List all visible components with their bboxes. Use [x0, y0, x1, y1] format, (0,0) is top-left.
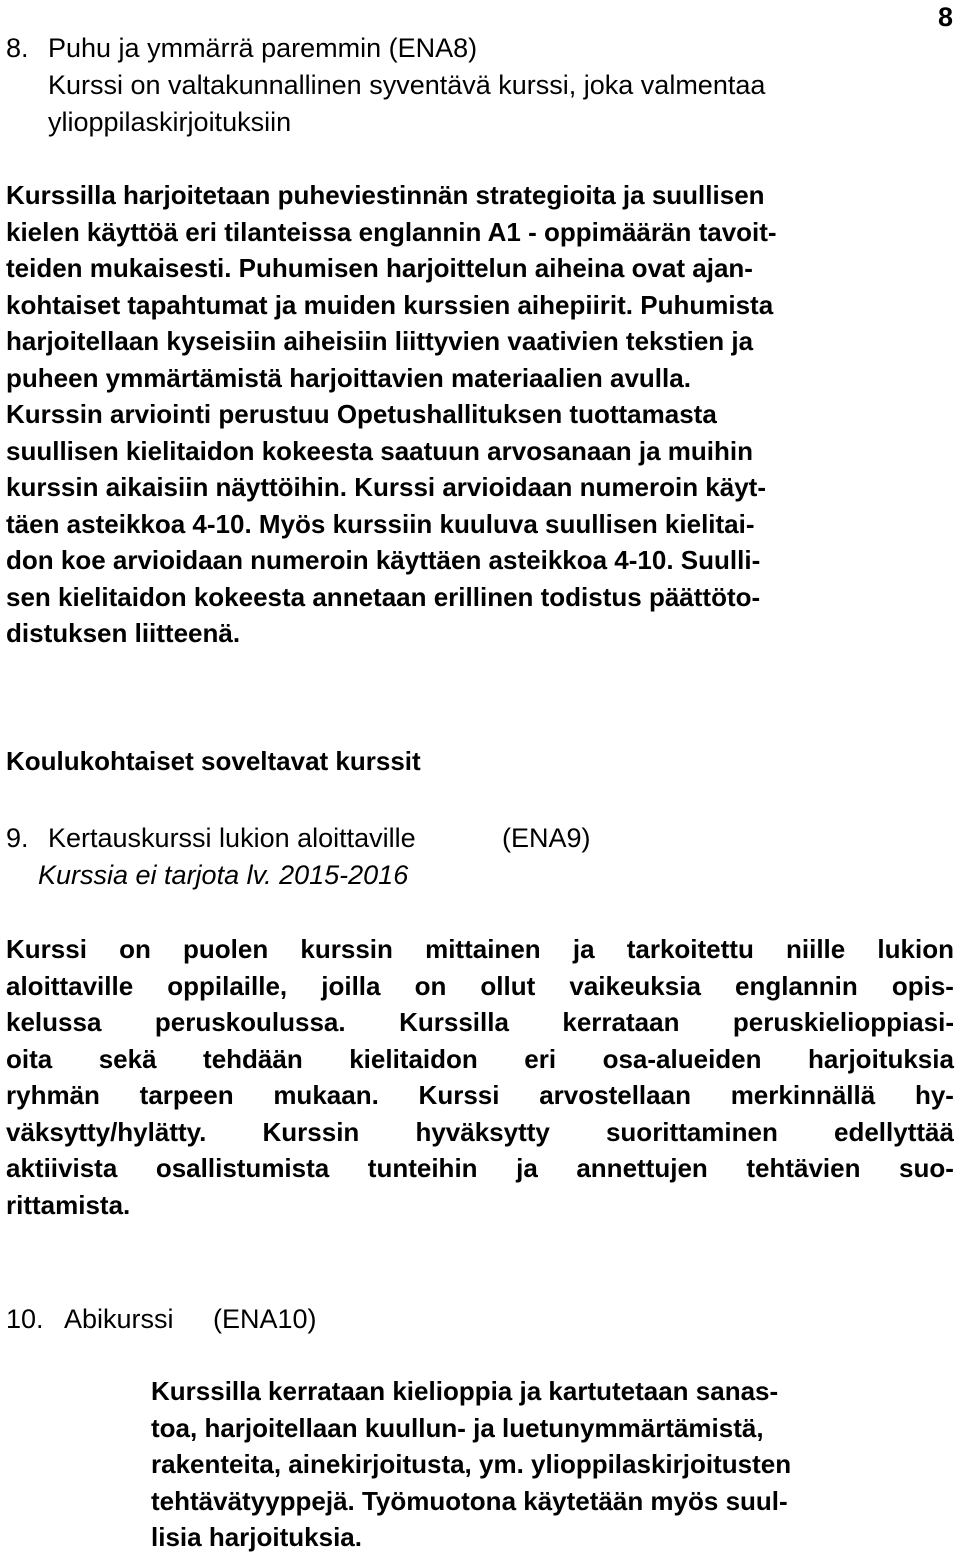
- course10-body-line: Kurssilla kerrataan kielioppia ja kartutetaan sanas-: [151, 1376, 779, 1406]
- course9-word: suorittaminen: [605, 1116, 778, 1147]
- course8-body-line: don koe arvioidaan numeroin käyttäen asteikkoa 4-10. Suulli-: [6, 545, 761, 575]
- course9-word: suo-: [899, 1153, 954, 1183]
- page-number: 8: [938, 2, 954, 32]
- course10-body: [151, 1373, 791, 1556]
- course10-body-line: tehtävätyyppejä. Työmuotona käytetään myös suul-: [151, 1485, 788, 1516]
- course9-word: hyväksytty: [415, 1116, 550, 1147]
- course9-word: Kurssi: [418, 1080, 500, 1110]
- course9-body-line: [6, 1187, 954, 1224]
- course9-word: edellyttää: [834, 1116, 954, 1147]
- course9-word: ollut: [480, 970, 536, 1001]
- course9-word: kelussa: [6, 1007, 102, 1037]
- course9-word: mukaan.: [273, 1080, 379, 1110]
- course8-body-line: puheen ymmärtämistä harjoittavien materiaalien avulla.: [6, 362, 691, 393]
- course8-subtitle-line: Kurssi on valtakunnallinen syventävä kurssi, joka valmentaa: [48, 70, 766, 100]
- course10-body-line: rakenteita, ainekirjoitusta, ym. ylioppilaskirjoitusten: [151, 1449, 792, 1479]
- course8-body-line: kohtaiset tapahtumat ja muiden kurssien aihepiirit. Puhumista: [6, 289, 774, 320]
- course9-word: oppilaille,: [167, 970, 288, 1001]
- course9-word: ja: [516, 1153, 538, 1183]
- course10-body-line: toa, harjoitellaan kuullun- ja luetunymmärtämistä,: [151, 1412, 764, 1443]
- course10-code: (ENA10): [213, 1304, 317, 1334]
- course9-word: harjoituksia: [808, 1043, 954, 1074]
- course9-body: [6, 931, 954, 1223]
- course9-body-line: [6, 1004, 954, 1041]
- course8-body-line: Kurssin arviointi perustuu Opetushallituksen tuottamasta: [6, 399, 717, 429]
- course10-title: Abikurssi: [64, 1304, 174, 1334]
- course9-code: (ENA9): [502, 823, 591, 853]
- course9-word: kurssin: [300, 934, 393, 964]
- course9-word: tunteihin: [367, 1153, 478, 1183]
- course9-word: merkinnällä: [730, 1080, 876, 1110]
- course9-word: väksytty/hylätty.: [6, 1116, 207, 1147]
- course9-body-text: rittamista.: [6, 1189, 131, 1220]
- course10-number: 10.: [6, 1304, 44, 1334]
- course9-body-line: [6, 1077, 954, 1114]
- course8-body-line: harjoitellaan kyseisiin aiheisiin liittyvien vaativien tekstien ja: [6, 326, 754, 356]
- course8-body-line: täen asteikkoa 4-10. Myös kurssiin kuuluva suullisen kielitai-: [6, 508, 755, 539]
- course9-body-line: [6, 1041, 954, 1078]
- course9-word: osa-alueiden: [602, 1043, 762, 1074]
- course8-subtitle-line: ylioppilaskirjoituksiin: [48, 107, 292, 137]
- course9-word: osallistumista: [155, 1153, 330, 1183]
- course9-word: tarkoitettu: [626, 934, 754, 964]
- course9-word: oita: [6, 1043, 53, 1074]
- course9-word: Kurssi: [6, 934, 87, 964]
- course9-body-line: [6, 931, 954, 968]
- course8-body-line: teiden mukaisesti. Puhumisen harjoittelun aiheina ovat ajan-: [6, 253, 753, 283]
- course9-word: ja: [572, 934, 595, 964]
- course9-word: on: [119, 934, 151, 964]
- course9-word: puolen: [183, 934, 269, 964]
- course9-word: tehdään: [203, 1043, 303, 1074]
- course8-body: [6, 177, 777, 652]
- course9-word: peruskoulussa.: [154, 1007, 346, 1037]
- course9-word: hy-: [914, 1080, 954, 1110]
- course9-word: kielitaidon: [349, 1043, 478, 1074]
- course8-body-line: kurssin aikaisiin näyttöihin. Kurssi arvioidaan numeroin käyt-: [6, 472, 766, 502]
- course9-word: joilla: [321, 970, 381, 1001]
- course9-word: arvostellaan: [539, 1080, 691, 1110]
- course9-word: englannin: [735, 970, 858, 1001]
- course8-body-line: distuksen liitteenä.: [6, 618, 241, 648]
- course9-word: lukion: [877, 934, 954, 964]
- course9-word: on: [414, 970, 447, 1001]
- course9-word: tehtävien: [746, 1153, 861, 1183]
- course9-word: eri: [524, 1043, 557, 1074]
- course9-word: aloittaville: [6, 970, 134, 1001]
- course9-word: mittainen: [425, 934, 541, 964]
- course9-word: aktiivista: [6, 1153, 118, 1183]
- course9-number: 9.: [6, 823, 29, 853]
- course9-note: Kurssia ei tarjota lv. 2015-2016: [38, 860, 409, 890]
- course8-body-line: Kurssilla harjoitetaan puheviestinnän strategioita ja suullisen: [6, 180, 765, 210]
- course10-body-line: lisia harjoituksia.: [151, 1522, 362, 1552]
- course8-title: Puhu ja ymmärrä paremmin (ENA8): [48, 33, 478, 63]
- course9-word: vaikeuksia: [569, 970, 701, 1001]
- course8-body-line: kielen käyttöä eri tilanteissa englannin A1 - oppimäärän tavoit-: [6, 216, 777, 247]
- course9-word: Kurssin: [262, 1116, 360, 1147]
- course9-title: Kertauskurssi lukion aloittaville: [48, 823, 416, 853]
- course9-word: niille: [786, 934, 846, 964]
- course9-word: tarpeen: [139, 1080, 234, 1110]
- section-heading: Koulukohtaiset soveltavat kurssit: [6, 746, 421, 776]
- course9-word: sekä: [98, 1043, 157, 1074]
- course8-body-line: sen kielitaidon kokeesta annetaan erillinen todistus päättöto-: [6, 581, 761, 612]
- course9-word: annettujen: [576, 1153, 708, 1183]
- course8-body-line: suullisen kielitaidon kokeesta saatuun arvosanaan ja muihin: [6, 435, 754, 466]
- course9-word: peruskielioppiasi-: [732, 1007, 954, 1037]
- course9-word: ryhmän: [6, 1080, 100, 1110]
- course9-body-line: [6, 1114, 954, 1151]
- course8-number: 8.: [6, 33, 29, 63]
- course9-word: opis-: [891, 970, 954, 1001]
- course9-body-line: [6, 1150, 954, 1187]
- course9-word: Kurssilla: [399, 1007, 509, 1037]
- course9-body-line: [6, 968, 954, 1005]
- course9-word: kerrataan: [562, 1007, 680, 1037]
